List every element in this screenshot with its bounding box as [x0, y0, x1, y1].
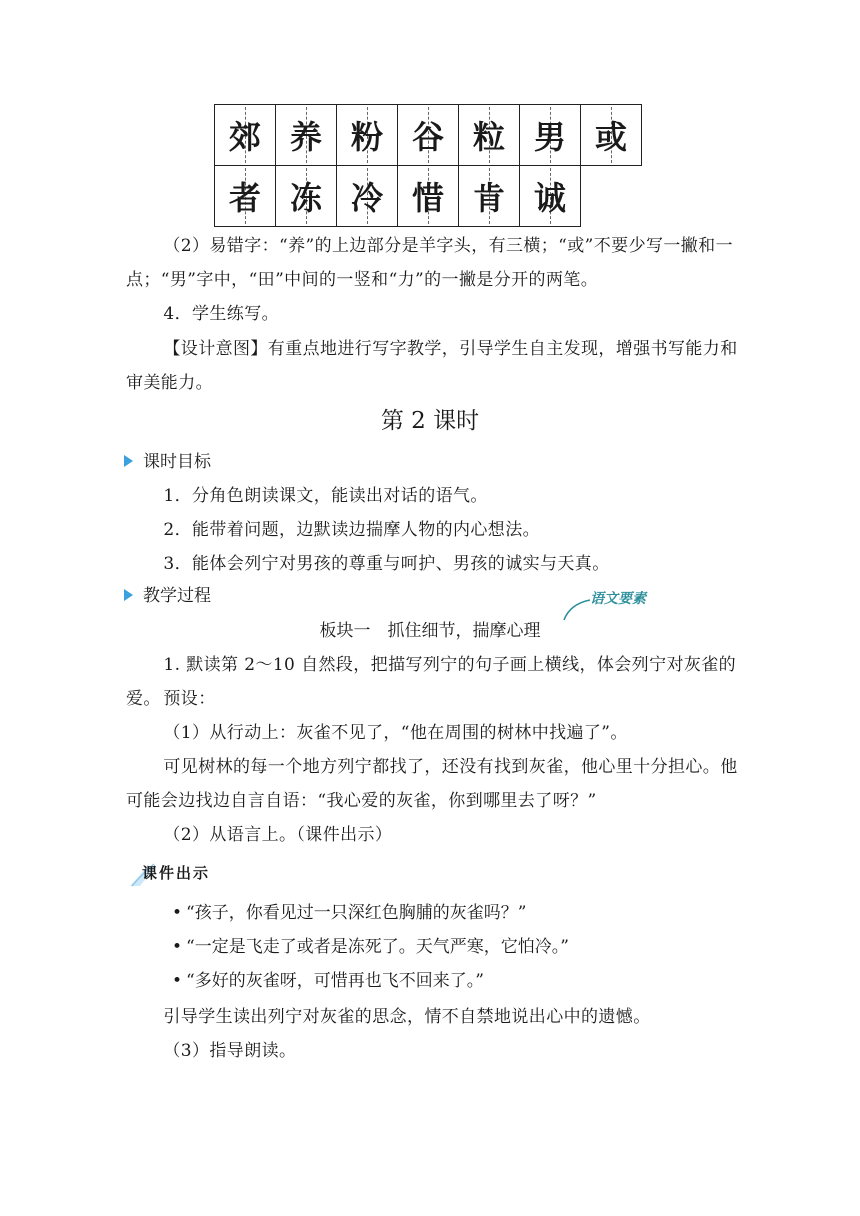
literacy-element-tag: 语文要素 — [590, 591, 646, 607]
paragraph-error-prone-chars: （2）易错字：“养”的上边部分是羊字头，有三横；“或”不要少写一撇和一点；“男”字中，“田”中间的一竖和“力”的一撇是分开的两笔。 — [126, 236, 733, 290]
lesson-title: 第 2 课时 — [380, 408, 480, 434]
grid-cell: 肯 — [459, 166, 520, 227]
grid-cell: 诚 — [520, 166, 581, 227]
char-writing-grid — [214, 104, 642, 227]
grid-cell-empty — [581, 166, 642, 227]
grid-cell: 养 — [276, 105, 337, 166]
grid-cell: 粒 — [459, 105, 520, 166]
grid-row-2 — [215, 166, 642, 227]
goal-item: 1．分角色朗读课文，能读出对话的语气。 — [163, 486, 488, 506]
triangle-bullet-icon — [124, 455, 133, 467]
grid-cell: 冷 — [337, 166, 398, 227]
grid-row-1 — [215, 105, 642, 166]
step-1: 1. 默读第 2～10 自然段，把描写列宁的句子画上横线，体会列宁对灰雀的爱。 — [126, 655, 737, 709]
section-goals-heading: 课时目标 — [124, 448, 211, 476]
grid-cell: 者 — [215, 166, 276, 227]
bullet-dot-icon: • — [172, 903, 183, 923]
action-note: 可见树林的每一个地方列宁都找了，还没有找到灰雀，他心里十分担心。他可能会边找边自言自语：“我心爱的灰雀，你到哪里去了呀？” — [126, 757, 738, 811]
grid-cell: 郊 — [215, 105, 276, 166]
courseware-bullet: • “孩子，你看见过一只深红色胸脯的灰雀吗？” — [172, 903, 527, 923]
triangle-bullet-icon — [124, 589, 133, 601]
grid-cell: 或 — [581, 105, 642, 166]
paragraph-practice: 4．学生练写。 — [163, 304, 280, 324]
preset-label: 预设： — [163, 689, 216, 709]
action-point: （1）从行动上：灰雀不见了，“他在周围的树林中找遍了”。 — [163, 723, 628, 743]
courseware-bullet: • “多好的灰雀呀，可惜再也飞不回来了。” — [172, 971, 484, 991]
goal-item: 2．能带着问题，边默读边揣摩人物的内心想法。 — [163, 520, 541, 540]
paragraph-design-intent: 【设计意图】有重点地进行写字教学，引导学生自主发现，增强书写能力和审美能力。 — [126, 339, 738, 393]
speech-point: （2）从语言上。（课件出示） — [163, 825, 393, 845]
courseware-label: 课件出示 — [142, 864, 211, 882]
grid-cell: 男 — [520, 105, 581, 166]
guided-reading: （3）指导朗读。 — [163, 1041, 297, 1061]
courseware-bullet: • “一定是飞走了或者是冻死了。天气严寒，它怕冷。” — [172, 937, 569, 957]
goal-item: 3．能体会列宁对男孩的尊重与呵护、男孩的诚实与天真。 — [163, 554, 610, 574]
bullet-dot-icon: • — [172, 971, 183, 991]
bullet-dot-icon: • — [172, 937, 183, 957]
section-process-heading: 教学过程 — [124, 582, 211, 610]
courseware-banner — [128, 860, 248, 888]
grid-cell: 惜 — [398, 166, 459, 227]
module-title: 板块一 抓住细节，揣摩心理 — [319, 621, 541, 641]
grid-cell: 谷 — [398, 105, 459, 166]
grid-cell: 粉 — [337, 105, 398, 166]
guide-paragraph: 引导学生读出列宁对灰雀的思念，情不自禁地说出心中的遗憾。 — [163, 1007, 651, 1027]
grid-cell: 冻 — [276, 166, 337, 227]
